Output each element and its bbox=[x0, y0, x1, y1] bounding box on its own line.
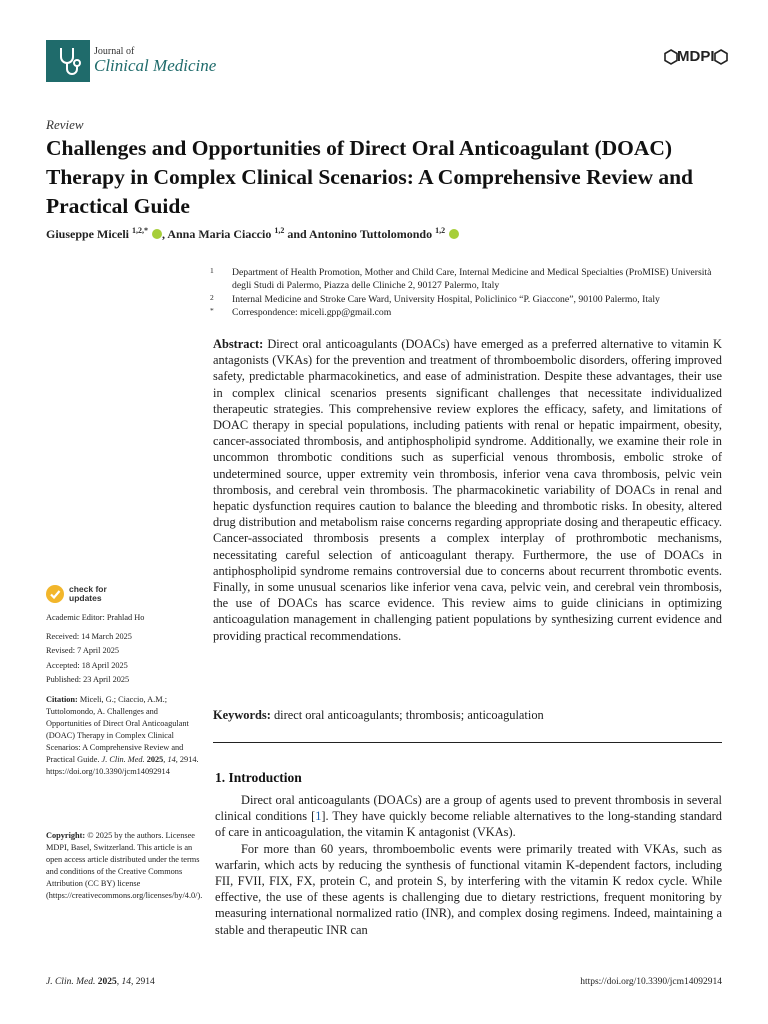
paragraph-text: ]. They have quickly become reliable alternatives to the long-standing standard of care in anticoagulation, the vitamin K antagonist (VKAs). bbox=[215, 809, 722, 840]
keywords bbox=[213, 708, 722, 723]
journal-logo[interactable] bbox=[46, 40, 216, 82]
affiliation-1 bbox=[210, 266, 728, 292]
check-updates-label: check for bbox=[69, 584, 107, 594]
citation-label: Citation: bbox=[46, 695, 78, 704]
affiliation-2 bbox=[210, 293, 728, 306]
citation-volume: 14 bbox=[167, 755, 176, 764]
paragraph: For more than 60 years, thromboembolic events were primarily treated with VKAs, such as warfarin, which acts by reducing the synthesis of functional vitamin K-dependent factors, including FII, FVII, FIX, FX, protein C, and protein S, by interfering with the vitamin K redox cycle. While effective, the use of these agents is challenging due to dietary restrictions, frequent monitoring by measuring international normalized ratio (INR), and complex dosing regimens. Indeed, maintaining a stable and therapeutic INR can bbox=[215, 841, 722, 937]
footer-volume: 14 bbox=[121, 977, 131, 987]
footer-doi-link[interactable]: https://doi.org/10.3390/jcm14092914 bbox=[580, 977, 722, 987]
affiliation-text: Internal Medicine and Stroke Care Ward, University Hospital, Policlinico “P. Giaccone”, 90100 Palermo, Italy bbox=[232, 294, 660, 305]
academic-editor: Academic Editor: Prahlad Ho bbox=[46, 613, 145, 622]
citation-link[interactable]: 1 bbox=[315, 809, 322, 824]
author-name[interactable]: Giuseppe Miceli bbox=[46, 227, 129, 241]
citation-doi[interactable]: , 2914. https://doi.org/10.3390/jcm14092914 bbox=[46, 755, 199, 776]
author-separator: and bbox=[284, 227, 310, 241]
date-revised: Revised: 7 April 2025 bbox=[46, 646, 120, 655]
article-type: Review bbox=[46, 117, 84, 132]
author-affiliation-sup: 1,2,* bbox=[132, 226, 148, 235]
paragraph bbox=[215, 792, 722, 841]
correspondence bbox=[210, 306, 728, 319]
date-accepted: Accepted: 18 April 2025 bbox=[46, 661, 128, 670]
abstract-text: Direct oral anticoagulants (DOACs) have emerged as a preferred alternative to vitamin K antagonists (VKAs) for the prevention and treatment of thromboembolic disorders, offering improved safety, predictable pharmacokinetics, and ease of administration. Despite these advantages, their use in complex clinical scenarios presents significant challenges that necessitate individualized therapeutic strategies. This comprehensive review explores the efficacy, safety, and limitations of DOAC therapy in special populations, including patients with renal or hepatic impairment, obesity, cancer-associated thrombosis, and antiphospholipid syndrome. Additionally, we examine their role in uncommon thrombotic conditions such as superficial venous thrombosis, embolic stroke of undetermined source, upper extremity vein thrombosis, inferior vena cava thrombosis, pelvic vein thrombosis, and cerebral vein thrombosis. The pharmacokinetic variability of DOACs in renal and hepatic dysfunction requires caution to balance the bleeding and thrombotic risks. In obesity, altered drug distribution and metabolism raise concerns regarding appropriate dosing and therapeutic efficacy. Cancer-associated thrombosis presents a complex interplay of prothrombotic mechanisms, necessitating careful selection of anticoagulant therapy. Furthermore, the use of DOACs in antiphospholipid syndrome remains controversial due to concerns about recurrent thrombotic events. Finally, in some unusual scenarios like inferior vena cava, pelvic vein, and cerebral vein thrombosis, the use of DOACs has scarce evidence. This review aims to guide clinicians in optimizing anticoagulation management in challenging patient populations by synthesizing current evidence and providing practical recommendations. bbox=[213, 337, 723, 643]
copyright-label: Copyright: bbox=[46, 831, 86, 840]
affiliation-number: * bbox=[210, 306, 214, 315]
mdpi-hexagon-icon bbox=[664, 49, 678, 65]
author-affiliation-sup: 1,2 bbox=[274, 226, 285, 235]
keywords-text: direct oral anticoagulants; thrombosis; anticoagulation bbox=[273, 708, 544, 722]
section-heading: 1. Introduction bbox=[215, 770, 302, 785]
check-for-updates-badge[interactable] bbox=[46, 585, 107, 603]
affiliation-number: 1 bbox=[210, 266, 214, 275]
introduction-body bbox=[215, 792, 722, 938]
author-name[interactable]: Anna Maria Ciaccio bbox=[167, 227, 272, 241]
orcid-icon[interactable] bbox=[152, 229, 162, 239]
correspondence-text[interactable]: Correspondence: miceli.gpp@gmail.com bbox=[232, 307, 392, 318]
author-affiliation-sup: 1,2 bbox=[435, 226, 446, 235]
check-updates-icon bbox=[46, 585, 64, 603]
journal-name: Clinical Medicine bbox=[94, 56, 217, 76]
footer-article-number: , 2914 bbox=[130, 977, 155, 987]
footer-journal: J. Clin. Med. bbox=[46, 977, 96, 987]
journal-of-label: Journal of bbox=[94, 45, 135, 57]
keywords-label: Keywords: bbox=[213, 708, 271, 722]
copyright-text: © 2025 by the authors. Licensee MDPI, Basel, Switzerland. This article is an open access article distributed under the terms and conditions of the Creative Commons Attribution (CC BY) license (https://creativecommons.org/licenses/by/4.0/). bbox=[46, 831, 203, 900]
affiliation-number: 2 bbox=[210, 293, 214, 302]
abstract bbox=[213, 336, 722, 644]
mdpi-hexagon-icon bbox=[714, 49, 728, 65]
author-name[interactable]: Antonino Tuttolomondo bbox=[309, 227, 433, 241]
footer-year: 2025 bbox=[97, 977, 117, 987]
citation-journal: J. Clin. Med. bbox=[101, 755, 145, 764]
citation-text: Miceli, G.; Ciaccio, A.M.; Tuttolomondo, A. Challenges and Opportunities of Direct Oral Anticoagulant (DOAC) Therapy in Complex Clinical Scenarios: A Comprehensive Review and Practical Guide. bbox=[46, 695, 189, 764]
mdpi-logo[interactable] bbox=[664, 48, 728, 65]
article-title: Challenges and Opportunities of Direct Oral Anticoagulant (DOAC) Therapy in Complex Clinical Scenarios: A Comprehensive Review and Practical Guide bbox=[46, 136, 694, 218]
stethoscope-icon bbox=[46, 40, 90, 82]
check-updates-label: updates bbox=[69, 593, 102, 603]
section-divider bbox=[213, 742, 722, 743]
paragraph-text: Direct oral anticoagulants (DOACs) are a group of agents used to prevent thrombosis in several clinical conditions [ bbox=[215, 793, 722, 824]
author-list bbox=[46, 226, 459, 242]
date-received: Received: 14 March 2025 bbox=[46, 632, 132, 641]
date-published: Published: 23 April 2025 bbox=[46, 675, 130, 684]
author-separator: , bbox=[162, 227, 168, 241]
footer-journal-ref: J. Clin. Med. 2025, 14, 2914 bbox=[46, 977, 155, 987]
citation-year: 2025 bbox=[146, 755, 164, 764]
mdpi-logo-text: MDPI bbox=[677, 48, 715, 65]
orcid-icon[interactable] bbox=[449, 229, 459, 239]
copyright-block bbox=[46, 830, 201, 902]
abstract-label: Abstract: bbox=[213, 337, 264, 351]
citation-block: Citation: Miceli, G.; Ciaccio, A.M.; Tuttolomondo, A. Challenges and Opportunities of Direct Oral Anticoagulant (DOAC) Therapy in Complex Clinical Scenarios: A Comprehensive Review and Practical Guide. J. Clin. Med. 2025, 14, 2914. https://doi.org/10.3390/jcm14092914 bbox=[46, 695, 199, 776]
affiliation-text: Department of Health Promotion, Mother and Child Care, Internal Medicine and Medical Specialties (ProMISE) Università degli Studi di Palermo, Piazza delle Cliniche 2, 90127 Palermo, Italy bbox=[232, 267, 712, 291]
